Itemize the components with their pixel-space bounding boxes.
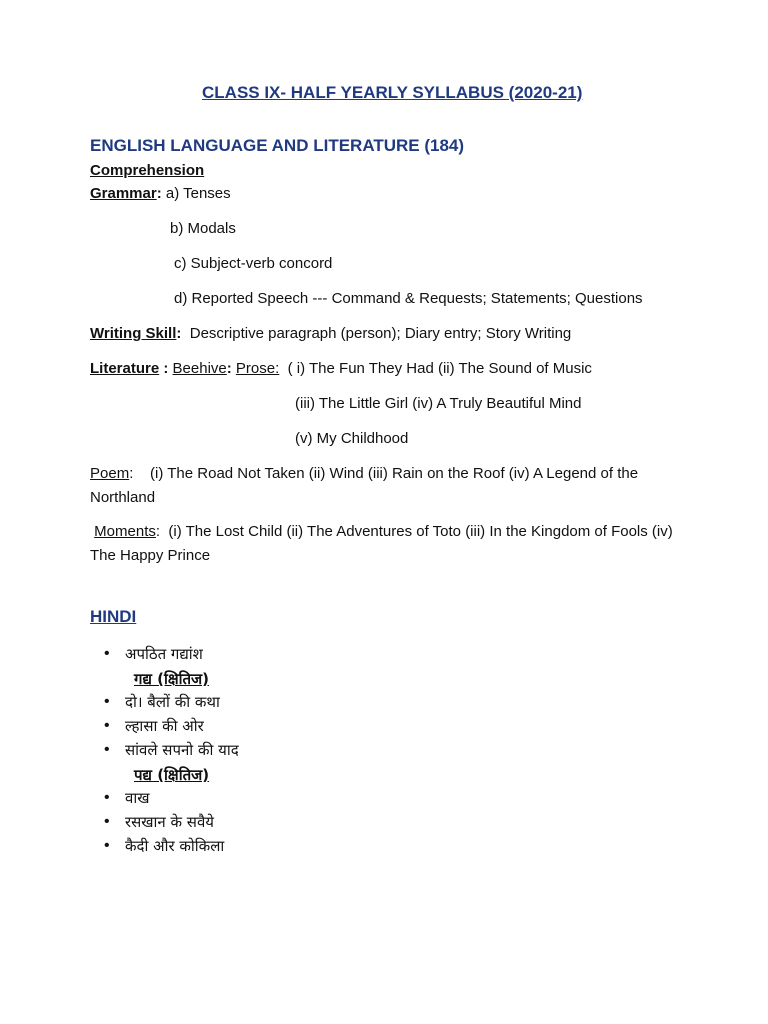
- moments-label: Moments: [94, 523, 156, 540]
- grammar-item: c) Subject-verb concord: [174, 255, 333, 272]
- document-title: CLASS IX- HALF YEARLY SYLLABUS (2020-21): [202, 83, 583, 102]
- padya-subheading: पद्य (क्षितिज): [134, 766, 210, 784]
- english-heading: ENGLISH LANGUAGE AND LITERATURE (184): [90, 136, 465, 155]
- grammar-label: Grammar: [90, 185, 157, 202]
- poem-line: Poem: (i) The Road Not Taken (ii) Wind (iii) Rain on the Roof (iv) A Legend of the Northland: [90, 465, 639, 506]
- poem-text: (i) The Road Not Taken (ii) Wind (iii) Rain on the Roof (iv) A Legend of the Northland: [90, 465, 639, 506]
- writing-skill-line: Writing Skill: Descriptive paragraph (person); Diary entry; Story Writing: [90, 325, 572, 342]
- literature-label: Literature: [90, 360, 160, 377]
- writing-skill-text: Descriptive paragraph (person); Diary entry; Story Writing: [189, 325, 572, 342]
- gadya-subheading: गद्य (क्षितिज): [134, 670, 210, 688]
- grammar-item: b) Modals: [170, 220, 236, 237]
- writing-skill-label: Writing Skill: [90, 325, 177, 342]
- poem-label: Poem: [90, 465, 130, 482]
- literature-line: Literature : Beehive: Prose: ( i) The Fun They Had (ii) The Sound of Music: [90, 360, 592, 377]
- grammar-line: Grammar: a) Tenses: [90, 185, 231, 202]
- comprehension-label: Comprehension: [90, 162, 205, 179]
- prose-label: Prose:: [235, 360, 280, 377]
- grammar-item: a) Tenses: [165, 185, 231, 202]
- prose-line: ( i) The Fun They Had (ii) The Sound of Music: [287, 360, 592, 377]
- syllabus-page: CLASS IX- HALF YEARLY SYLLABUS (2020-21) ENGLISH LANGUAGE AND LITERATURE (184) Comprehension Grammar: a) Tenses b) Modals c) Subject-verb concord d) Reported Speech --- Command & Requests; Statements; Questions Writing Skill: Descriptive paragraph (person); Diary entry; Story Writing Literature : Beehive: Prose: ( i) The Fun They Had (ii) The Sound of Music (iii) The Little Girl (iv) A Truly Beautiful Mind (v) My Childhood Poem: (i) The Road Not Taken (ii) Wind (iii) Rain on the Roof (iv) A Legend of the Northland Moments: (i) The Lost Child (ii) The Adventures of Toto (iii) In the Kingdom of Fools (iv) The Happy Prince HINDI • अपठित गद्यांश गद्य (क्षितिज) • दो। बैलों की कथा • ल्हासा की ओर • सांवले सपनो की याद पद्य (क्षितिज) • वाख • रसखान के सवैये • कैदी और कोकिला: [0, 0, 768, 1024]
- moments-line: Moments: (i) The Lost Child (ii) The Adventures of Toto (iii) In the Kingdom of Fools (iv) The Happy Prince: [90, 523, 673, 564]
- grammar-item: d) Reported Speech --- Command & Requests; Statements; Questions: [174, 290, 643, 307]
- beehive-label: Beehive: [172, 360, 227, 377]
- moments-text: (i) The Lost Child (ii) The Adventures of Toto (iii) In the Kingdom of Fools (iv) The Happy Prince: [90, 523, 673, 564]
- prose-line: (iii) The Little Girl (iv) A Truly Beautiful Mind: [295, 395, 582, 412]
- prose-line: (v) My Childhood: [295, 430, 409, 447]
- hindi-heading: HINDI: [90, 607, 137, 626]
